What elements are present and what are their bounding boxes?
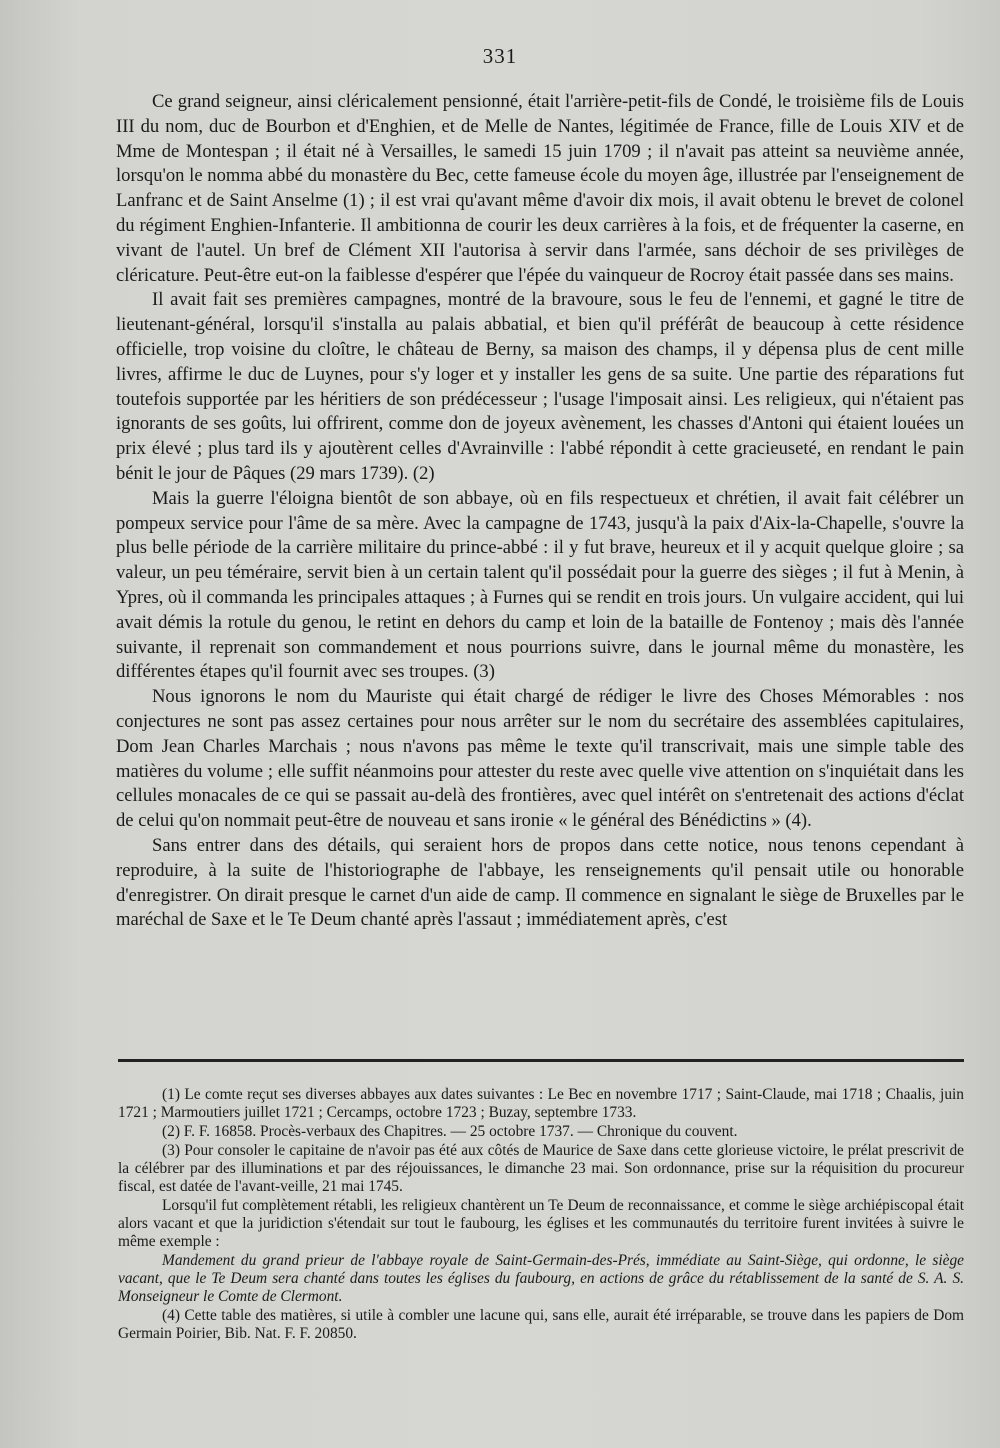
footnote: (3) Pour consoler le capitaine de n'avoir pas été aux côtés de Maurice de Saxe dans cette glorieuse victoire, le prélat prescrivit de la célébrer par des illuminations et par des réjouissances, le dimanche 23 mai. Son ordonnance, prise sur la réquisition du procureur fiscal, est datée de l'avant-veille, 21 mai 1745. (118, 1142, 964, 1195)
page-number: 331 (482, 44, 518, 68)
paragraph: Ce grand seigneur, ainsi cléricalement pensionné, était l'arrière-petit-fils de Condé, le troisième fils de Louis III du nom, duc de Bourbon et d'Enghien, et de Melle de Nantes, légitimée de France, fille de Louis XIV et de Mme de Montespan ; il était né à Versailles, le samedi 15 juin 1709 ; il n'avait pas atteint sa neuvième année, lorsqu'on le nomma abbé du monastère du Bec, cette fameuse école du moyen âge, illustrée par l'enseignement de Lanfranc et de Saint Anselme (1) ; il est vrai qu'avant même d'avoir dix mois, il avait obtenu le brevet de colonel du régiment Enghien-Infanterie. Il ambitionna de courir les deux carrières à la fois, et de fréquenter la caserne, en vivant de l'autel. Un bref de Clément XII l'autorisa à servir dans l'armée, sans déchoir de ses privilèges de cléricature. Peut-être eut-on la faiblesse d'espérer que l'épée du vainqueur de Rocroy était passée dans ses mains. (116, 91, 964, 286)
footnote: (1) Le comte reçut ses diverses abbayes aux dates suivantes : Le Bec en novembre 1717 ; Saint-Claude, mai 1718 ; Chaalis, juin 1721 ; Marmoutiers juillet 1721 ; Cercamps, octobre 1723 ; Buzay, septembre 1733. (118, 1086, 964, 1121)
footnote: (4) Cette table des matières, si utile à combler une lacune qui, sans elle, aurait été irréparable, se trouve dans les papiers de Dom Germain Poirier, Bib. Nat. F. F. 20850. (118, 1307, 964, 1342)
paragraph: Il avait fait ses premières campagnes, montré de la bravoure, sous le feu de l'ennemi, et gagné le titre de lieutenant-général, lorsqu'il s'installa au palais abbatial, et bien qu'il préférât de beaucoup à cette résidence officielle, trop voisine du cloître, le château de Berny, sa maison des champs, il y dépensa plus de cent mille livres, affirme le duc de Luynes, pour s'y loger et y installer les gens de sa suite. Une partie des réparations fut toutefois supportée par les héritiers de son prédécesseur ; l'usage l'imposait ainsi. Les religieux, qui n'étaient pas ignorants de ses goûts, lui offrirent, comme don de joyeux avènement, les chasses d'Antoni qui étaient louées un prix élevé ; plus tard ils y ajoutèrent celles d'Avrainville : l'abbé répondit à cette gracieuseté, en rendant le pain bénit le jour de Pâques (29 mars 1739). (2) (116, 289, 964, 484)
footnote: (2) F. F. 16858. Procès-verbaux des Chapitres. — 25 octobre 1737. — Chronique du couvent. (162, 1123, 738, 1140)
body-text (116, 90, 964, 933)
footnotes (118, 1086, 964, 1343)
footnote-mandement: Mandement du grand prieur de l'abbaye royale de Saint-Germain-des-Prés, immédiate au Saint-Siège, qui ordonne, le siège vacant, que le Te Deum sera chanté dans toutes les églises du faubourg, en actions de grâce du rétablissement de la santé de S. A. S. Monseigneur le Comte de Clermont. (118, 1252, 964, 1305)
footnote-divider (118, 1059, 964, 1062)
paragraph: Mais la guerre l'éloigna bientôt de son abbaye, où en fils respectueux et chrétien, il avait fait célébrer un pompeux service pour l'âme de sa mère. Avec la campagne de 1743, jusqu'à la paix d'Aix-la-Chapelle, s'ouvre la plus belle période de la carrière militaire du prince-abbé : il y fut brave, heureux et il y acquit quelque gloire ; sa valeur, un peu téméraire, servit bien à un certain talent qu'il possédait pour la guerre des sièges ; il fut à Menin, à Ypres, où il commanda les principales attaques ; à Furnes qui se rendit en trois jours. Un vulgaire accident, qui lui avait démis la rotule du genou, le retint en dehors du camp et loin de la bataille de Fontenoy ; mais dès l'année suivante, il reprenait son commandement et nous pourrions suivre, dans le journal même du monastère, les différentes étapes qu'il fournit avec ses troupes. (3) (116, 487, 964, 683)
paragraph: Sans entrer dans des détails, qui seraient hors de propos dans cette notice, nous tenons cependant à reproduire, à la suite de l'historiographe de l'abbaye, les renseignements qu'il pensait utile ou honorable d'enregistrer. On dirait presque le carnet d'un aide de camp. Il commence en signalant le siège de Bruxelles par le maréchal de Saxe et le Te Deum chanté après l'assaut ; immédiatement après, c'est (116, 834, 964, 931)
paragraph: Nous ignorons le nom du Mauriste qui était chargé de rédiger le livre des Choses Mémorables : nos conjectures ne sont pas assez certaines pour nous arrêter sur le nom du secrétaire des assemblées capitulaires, Dom Jean Charles Marchais ; nous n'avons pas même le texte qu'il transcrivait, mais une simple table des matières du volume ; elle suffit néanmoins pour attester du reste avec quelle vive attention on s'inquiétait dans les cellules monacales de ce qui se passait au-delà des frontières, avec quel intérêt on s'entretenait des actions d'éclat de celui qu'on nommait peut-être de nouveau et sans ironie « le général des Bénédictins » (4). (116, 686, 964, 832)
footnote: Lorsqu'il fut complètement rétabli, les religieux chantèrent un Te Deum de reconnaissance, et comme le siège archiépiscopal était alors vacant et que la juridiction s'étendait sur tout le faubourg, les églises et les communautés du territoire furent invitées à suivre le même exemple : (118, 1197, 964, 1250)
